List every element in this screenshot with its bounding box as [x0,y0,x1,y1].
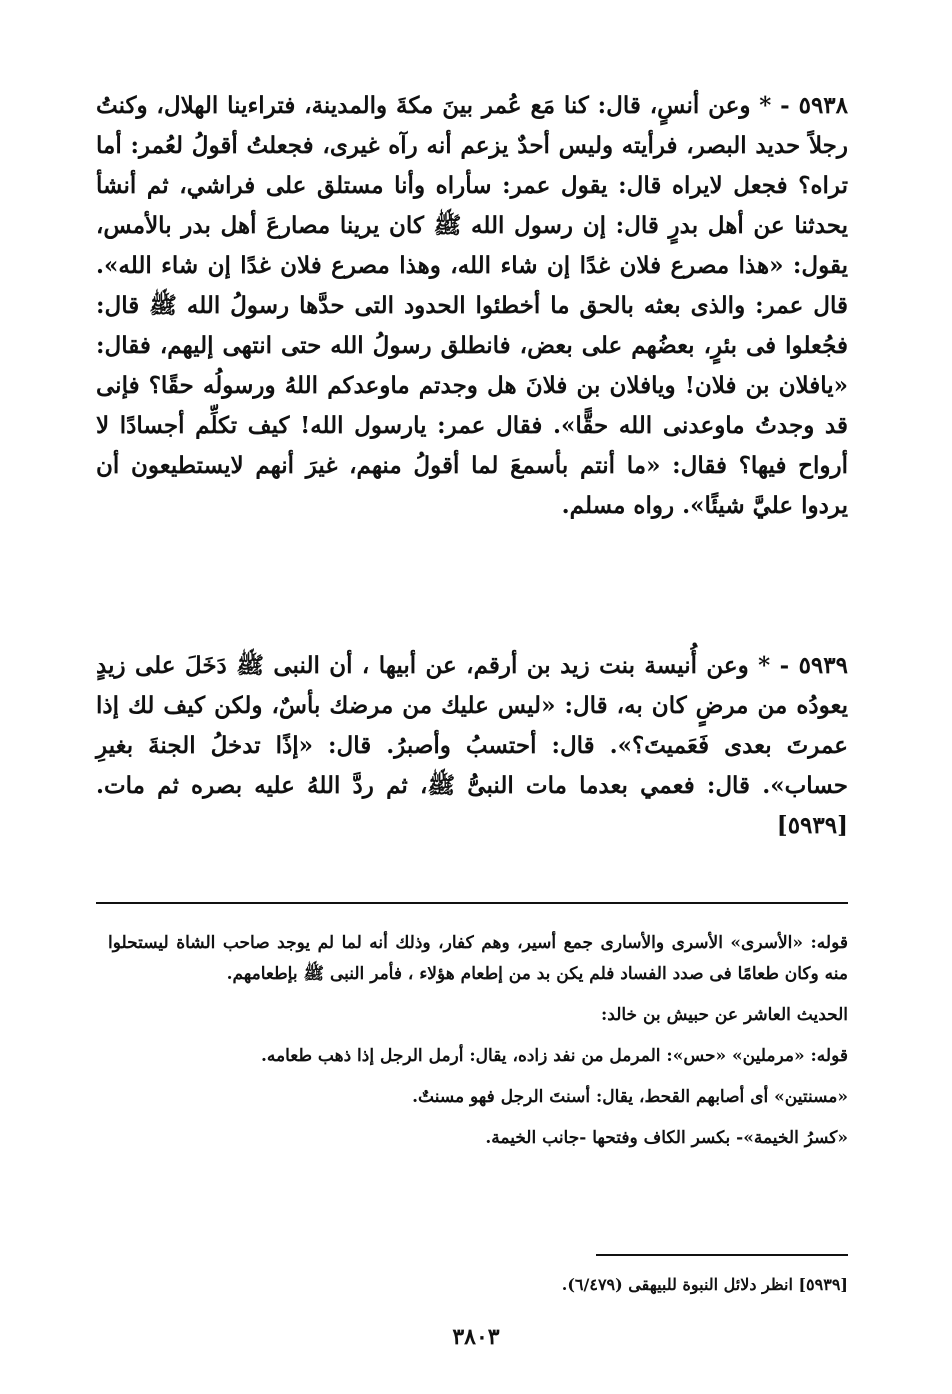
commentary-notes [108,928,848,1154]
note-murmilin: قوله: «مرملين» «حس»: المرمل من نفد زاده، يقال: أرمل الرجل إذا ذهب طعامه. [260,1046,848,1066]
source-footnote: [٥٩٣٩] انظر دلائل النبوة للبيهقى (٦/٤٧٩). [561,1275,848,1294]
note-heading-hadith-ten: الحديث العاشر عن حبيش بن خالد: [601,1005,848,1025]
note-kasr-alkhaima: «كسرُ الخيمة»- بكسر الكاف وفتحها -جانب الخيمة. [485,1128,848,1148]
page-number: ٣٨٠٣ [452,1324,500,1350]
footnote-divider [596,1254,848,1256]
notes-divider [96,902,848,904]
note-asra: قوله: «الأسرى» الأسرى والأسارى جمع أسير، وهم كفار، وذلك أنه لما لم يوجد صاحب الشاة ليستحلوا منه وكان طعامًا فى صدد الفساد فلم يكن بد من إطعام هؤلاء ، فأمر النبى ﷺ بإطعامهم. [108,933,848,984]
hadith-5938-paragraph: ٥٩٣٨ - * وعن أنسٍ، قال: كنا مَع عُمر بينَ مكةَ والمدينة، فتراءينا الهلال، وكنتُ رجلاً حديد البصر، فرأيته وليس أحدٌ يزعم أنه رآه غيرى، فجعلتُ أقولُ لعُمر: أما تراه؟ فجعل لايراه قال: يقول عمر: سأراه وأنا مستلق على فراشي، ثم أنشأ يحدثنا عن أهل بدرٍ قال: إن رسول الله ﷺ كان يرينا مصارعَ أهل بدر بالأمس، يقول: «هذا مصرع فلان غدًا إن شاء الله، وهذا مصرع فلان غدًا إن شاء الله». قال عمر: والذى بعثه بالحق ما أخطئوا الحدود التى حدَّها رسولُ الله ﷺ قال: فجُعلوا فى بئرٍ، بعضُهم على بعض، فانطلق رسولُ الله حتى انتهى إليهم، فقال: «يافلان بن فلان! ويافلان بن فلانَ هل وجدتم ماوعدكم اللهُ ورسولُه حقًا؟ فإنى قد وجدتُ ماوعدنى الله حقًّا». فقال عمر: يارسول الله! كيف تكلِّم أجسادًا لا أرواح فيها؟ فقال: «ما أنتم بأسمعَ لما أقولُ منهم، غيرَ أنهم لايستطيعون أن يردوا عليَّ شيئًا». رواه مسلم. [96,92,849,519]
note-musnitin: «مسنتين» أى أصابهم القحط، يقال: أسنتَ الرجل فهو مسنتٌ. [412,1087,848,1107]
hadith-5939-paragraph: ٥٩٣٩ - * وعن أُنيسة بنت زيد بن أرقم، عن أبيها ، أن النبى ﷺ دَخَلَ على زيدٍ يعودُه من مرضٍ كان به، قال: «ليس عليك من مرضك بأسٌ، ولكن كيف لك إذا عمرتَ بعدى فَعَميتَ؟». قال: أحتسبُ وأصبرُ. قال: «إذًا تدخلُ الجنةَ بغيرِ حساب». قال: فعمي بعدما مات النبىُّ ﷺ، ثم ردَّ اللهُ عليه بصره ثم مات. [٥٩٣٩] [96,652,848,839]
